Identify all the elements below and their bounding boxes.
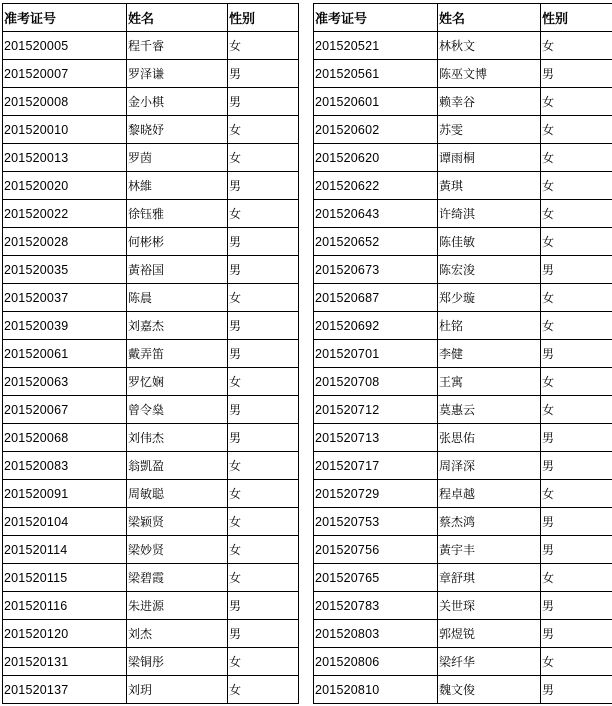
- exam-id-cell: 201520083: [3, 452, 127, 480]
- name-cell: 周敏聪: [127, 480, 228, 508]
- gender-cell: 女: [541, 32, 612, 60]
- header-gender: 性别: [228, 4, 299, 32]
- gender-cell: 男: [541, 620, 612, 648]
- gender-cell: 女: [228, 648, 299, 676]
- table-row: [3, 312, 299, 340]
- gender-cell: 女: [541, 312, 612, 340]
- gender-cell: 男: [228, 340, 299, 368]
- gender-cell: 男: [541, 452, 612, 480]
- exam-id-cell: 201520067: [3, 396, 127, 424]
- table-row: [314, 536, 612, 564]
- gender-cell: 男: [228, 88, 299, 116]
- name-cell: 关世琛: [438, 592, 541, 620]
- table-row: [314, 256, 612, 284]
- exam-id-cell: 201520643: [314, 200, 438, 228]
- name-cell: 程卓越: [438, 480, 541, 508]
- gender-cell: 女: [541, 396, 612, 424]
- student-table-left: [2, 3, 299, 704]
- name-cell: 罗茵: [127, 144, 228, 172]
- exam-id-cell: 201520037: [3, 284, 127, 312]
- exam-id-cell: 201520137: [3, 676, 127, 704]
- gender-cell: 女: [228, 508, 299, 536]
- exam-id-cell: 201520007: [3, 60, 127, 88]
- exam-id-cell: 201520601: [314, 88, 438, 116]
- name-cell: 梁铜彤: [127, 648, 228, 676]
- exam-id-cell: 201520022: [3, 200, 127, 228]
- name-cell: 郭煜锐: [438, 620, 541, 648]
- exam-id-cell: 201520020: [3, 172, 127, 200]
- gender-cell: 女: [228, 116, 299, 144]
- exam-id-cell: 201520602: [314, 116, 438, 144]
- table-row: [314, 564, 612, 592]
- table-row: [3, 340, 299, 368]
- exam-id-cell: 201520521: [314, 32, 438, 60]
- exam-id-cell: 201520652: [314, 228, 438, 256]
- table-row: [3, 228, 299, 256]
- name-cell: 程千睿: [127, 32, 228, 60]
- gender-cell: 男: [541, 676, 612, 704]
- gender-cell: 男: [228, 620, 299, 648]
- table-row: [314, 480, 612, 508]
- table-row: [3, 200, 299, 228]
- exam-id-cell: 201520063: [3, 368, 127, 396]
- table-row: [314, 508, 612, 536]
- name-cell: 梁纤华: [438, 648, 541, 676]
- name-cell: 黎晓妤: [127, 116, 228, 144]
- gender-cell: 女: [541, 88, 612, 116]
- table-row: [314, 620, 612, 648]
- table-row: [314, 284, 612, 312]
- gender-cell: 女: [541, 200, 612, 228]
- name-cell: 罗泽谦: [127, 60, 228, 88]
- gender-cell: 女: [228, 452, 299, 480]
- gender-cell: 男: [541, 424, 612, 452]
- name-cell: 魏文俊: [438, 676, 541, 704]
- exam-id-cell: 201520717: [314, 452, 438, 480]
- exam-id-cell: 201520673: [314, 256, 438, 284]
- gender-cell: 男: [541, 536, 612, 564]
- name-cell: 黃宇丰: [438, 536, 541, 564]
- name-cell: 戴弄笛: [127, 340, 228, 368]
- exam-id-cell: 201520120: [3, 620, 127, 648]
- gender-cell: 女: [541, 564, 612, 592]
- exam-id-cell: 201520756: [314, 536, 438, 564]
- exam-id-cell: 201520713: [314, 424, 438, 452]
- gender-cell: 女: [228, 480, 299, 508]
- table-header-row: [314, 4, 612, 32]
- gender-cell: 女: [228, 144, 299, 172]
- table-row: [3, 620, 299, 648]
- name-cell: 林秋文: [438, 32, 541, 60]
- name-cell: 陈巫文博: [438, 60, 541, 88]
- exam-id-cell: 201520753: [314, 508, 438, 536]
- exam-id-cell: 201520068: [3, 424, 127, 452]
- exam-id-cell: 201520803: [314, 620, 438, 648]
- exam-id-cell: 201520028: [3, 228, 127, 256]
- table-row: [314, 424, 612, 452]
- student-table-right: [313, 3, 612, 704]
- name-cell: 李健: [438, 340, 541, 368]
- name-cell: 赖幸谷: [438, 88, 541, 116]
- table-row: [3, 116, 299, 144]
- table-row: [3, 508, 299, 536]
- exam-id-cell: 201520701: [314, 340, 438, 368]
- table-row: [314, 172, 612, 200]
- name-cell: 梁颖贤: [127, 508, 228, 536]
- exam-id-cell: 201520620: [314, 144, 438, 172]
- name-cell: 林維: [127, 172, 228, 200]
- exam-id-cell: 201520765: [314, 564, 438, 592]
- table-row: [314, 116, 612, 144]
- header-gender: 性别: [541, 4, 612, 32]
- exam-id-cell: 201520008: [3, 88, 127, 116]
- exam-id-cell: 201520114: [3, 536, 127, 564]
- exam-id-cell: 201520013: [3, 144, 127, 172]
- name-cell: 张思佑: [438, 424, 541, 452]
- table-row: [314, 592, 612, 620]
- table-row: [3, 480, 299, 508]
- exam-id-cell: 201520039: [3, 312, 127, 340]
- table-row: [3, 32, 299, 60]
- gender-cell: 女: [541, 480, 612, 508]
- exam-id-cell: 201520010: [3, 116, 127, 144]
- table-row: [314, 368, 612, 396]
- name-cell: 梁妙贤: [127, 536, 228, 564]
- name-cell: 蔡杰鸿: [438, 508, 541, 536]
- exam-id-cell: 201520104: [3, 508, 127, 536]
- gender-cell: 女: [228, 200, 299, 228]
- table-row: [3, 284, 299, 312]
- table-row: [314, 144, 612, 172]
- name-cell: 谭雨桐: [438, 144, 541, 172]
- name-cell: 翁凱盈: [127, 452, 228, 480]
- header-name: 姓名: [127, 4, 228, 32]
- name-cell: 杜铭: [438, 312, 541, 340]
- gender-cell: 女: [541, 228, 612, 256]
- exam-id-cell: 201520806: [314, 648, 438, 676]
- table-row: [3, 592, 299, 620]
- table-row: [314, 228, 612, 256]
- table-row: [3, 452, 299, 480]
- exam-id-cell: 201520729: [314, 480, 438, 508]
- exam-id-cell: 201520687: [314, 284, 438, 312]
- exam-id-cell: 201520115: [3, 564, 127, 592]
- name-cell: 章舒琪: [438, 564, 541, 592]
- name-cell: 苏雯: [438, 116, 541, 144]
- gender-cell: 男: [228, 424, 299, 452]
- name-cell: 周泽深: [438, 452, 541, 480]
- gender-cell: 女: [228, 32, 299, 60]
- name-cell: 刘伟杰: [127, 424, 228, 452]
- table-row: [3, 368, 299, 396]
- name-cell: 黃裕国: [127, 256, 228, 284]
- table-row: [314, 312, 612, 340]
- exam-id-cell: 201520005: [3, 32, 127, 60]
- exam-id-cell: 201520561: [314, 60, 438, 88]
- gender-cell: 女: [228, 368, 299, 396]
- gender-cell: 女: [541, 116, 612, 144]
- table-row: [314, 396, 612, 424]
- exam-id-cell: 201520061: [3, 340, 127, 368]
- gender-cell: 女: [228, 284, 299, 312]
- name-cell: 罗忆娴: [127, 368, 228, 396]
- gender-cell: 男: [228, 396, 299, 424]
- gender-cell: 女: [541, 284, 612, 312]
- table-row: [3, 536, 299, 564]
- exam-id-cell: 201520712: [314, 396, 438, 424]
- name-cell: 徐钰雅: [127, 200, 228, 228]
- gender-cell: 女: [541, 172, 612, 200]
- exam-id-cell: 201520708: [314, 368, 438, 396]
- table-row: [3, 648, 299, 676]
- header-name: 姓名: [438, 4, 541, 32]
- name-cell: 刘嘉杰: [127, 312, 228, 340]
- name-cell: 陈宏浚: [438, 256, 541, 284]
- table-row: [314, 200, 612, 228]
- table-row: [3, 396, 299, 424]
- exam-id-cell: 201520810: [314, 676, 438, 704]
- table-row: [3, 172, 299, 200]
- name-cell: 王寓: [438, 368, 541, 396]
- table-row: [3, 564, 299, 592]
- name-cell: 梁碧霞: [127, 564, 228, 592]
- gender-cell: 女: [228, 676, 299, 704]
- gender-cell: 女: [541, 368, 612, 396]
- gender-cell: 男: [541, 592, 612, 620]
- gender-cell: 女: [228, 564, 299, 592]
- exam-id-cell: 201520116: [3, 592, 127, 620]
- name-cell: 陈佳敏: [438, 228, 541, 256]
- gender-cell: 男: [228, 592, 299, 620]
- gender-cell: 男: [541, 508, 612, 536]
- name-cell: 刘玥: [127, 676, 228, 704]
- exam-id-cell: 201520131: [3, 648, 127, 676]
- table-row: [314, 648, 612, 676]
- exam-id-cell: 201520091: [3, 480, 127, 508]
- name-cell: 刘杰: [127, 620, 228, 648]
- exam-id-cell: 201520035: [3, 256, 127, 284]
- gender-cell: 男: [228, 256, 299, 284]
- table-row: [3, 676, 299, 704]
- gender-cell: 女: [541, 144, 612, 172]
- name-cell: 何彬彬: [127, 228, 228, 256]
- name-cell: 黃琪: [438, 172, 541, 200]
- table-row: [3, 88, 299, 116]
- header-exam-id: 准考证号: [314, 4, 438, 32]
- name-cell: 许绮淇: [438, 200, 541, 228]
- name-cell: 莫惠云: [438, 396, 541, 424]
- table-row: [314, 32, 612, 60]
- table-row: [3, 144, 299, 172]
- exam-id-cell: 201520622: [314, 172, 438, 200]
- gender-cell: 女: [541, 648, 612, 676]
- table-row: [314, 88, 612, 116]
- table-row: [3, 256, 299, 284]
- gender-cell: 男: [228, 172, 299, 200]
- table-row: [3, 60, 299, 88]
- gender-cell: 男: [541, 340, 612, 368]
- gender-cell: 男: [228, 312, 299, 340]
- gender-cell: 男: [228, 228, 299, 256]
- exam-id-cell: 201520783: [314, 592, 438, 620]
- exam-id-cell: 201520692: [314, 312, 438, 340]
- table-row: [314, 340, 612, 368]
- name-cell: 金小棋: [127, 88, 228, 116]
- gender-cell: 男: [541, 60, 612, 88]
- gender-cell: 男: [228, 60, 299, 88]
- name-cell: 陈晨: [127, 284, 228, 312]
- table-row: [314, 60, 612, 88]
- name-cell: 郑少璇: [438, 284, 541, 312]
- name-cell: 曾令燊: [127, 396, 228, 424]
- header-exam-id: 准考证号: [3, 4, 127, 32]
- gender-cell: 女: [228, 536, 299, 564]
- table-row: [314, 676, 612, 704]
- gender-cell: 男: [541, 256, 612, 284]
- table-row: [3, 424, 299, 452]
- name-cell: 朱进源: [127, 592, 228, 620]
- table-header-row: [3, 4, 299, 32]
- table-row: [314, 452, 612, 480]
